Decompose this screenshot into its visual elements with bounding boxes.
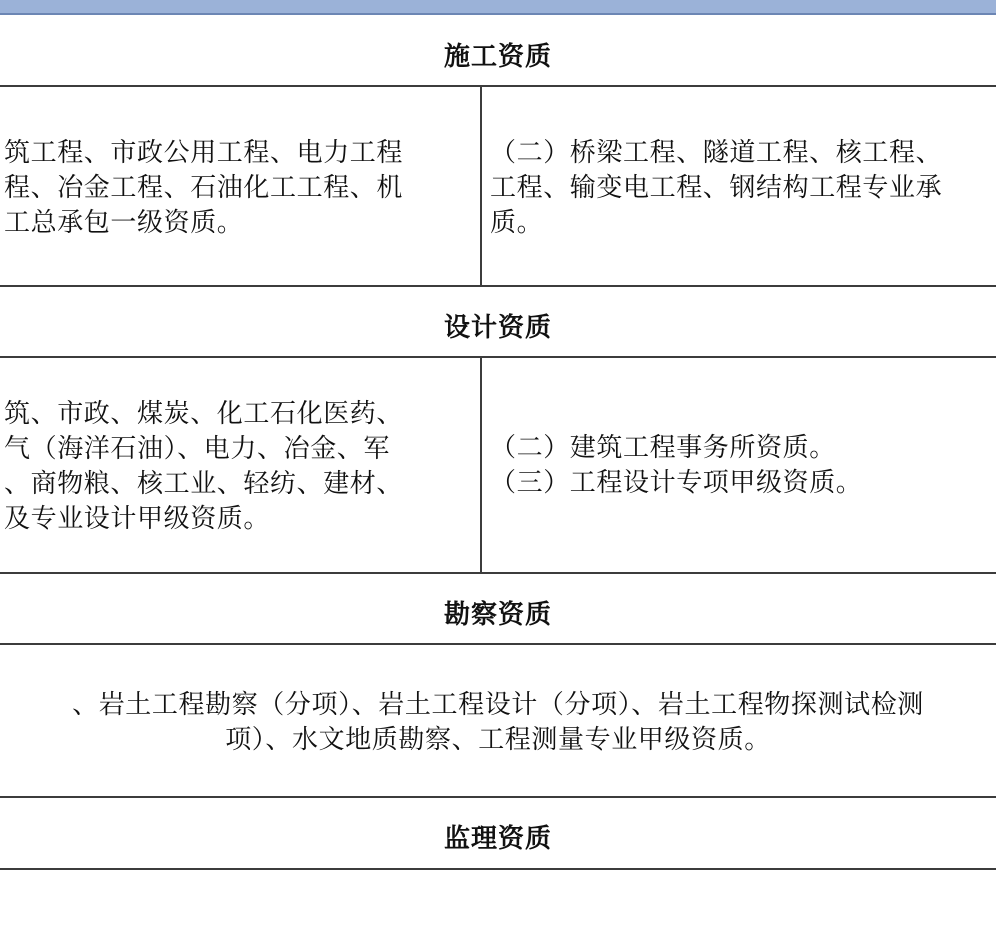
- survey-cell: [0, 688, 996, 758]
- divider: [0, 285, 996, 287]
- cell-line: 气（海洋石油）、电力、冶金、军: [4, 434, 391, 464]
- construction-left-cell: [4, 136, 476, 241]
- cell-line: 工总承包一级资质。: [4, 208, 244, 238]
- divider: [0, 572, 996, 574]
- cell-line: 项）、水文地质勘察、工程测量专业甲级资质。: [225, 725, 771, 755]
- construction-heading: 施工资质: [443, 42, 552, 72]
- column-divider: [480, 358, 482, 572]
- survey-heading: 勘察资质: [443, 600, 552, 630]
- column-divider: [480, 87, 482, 285]
- divider: [0, 356, 996, 358]
- divider: [0, 796, 996, 798]
- cell-line: 工程、输变电工程、钢结构工程专业承: [490, 173, 943, 203]
- design-heading: 设计资质: [443, 313, 552, 343]
- cell-line: 、商物粮、核工业、轻纺、建材、: [4, 469, 404, 499]
- divider: [0, 643, 996, 645]
- cell-line: 、岩土工程勘察（分项）、岩土工程设计（分项）、岩土工程物探测试检测: [72, 690, 924, 720]
- construction-right-cell: [490, 136, 996, 241]
- design-left-cell: [4, 397, 476, 537]
- top-band: [0, 0, 996, 15]
- cell-line: 筑、市政、煤炭、化工石化医药、: [4, 399, 404, 429]
- cell-line: 及专业设计甲级资质。: [4, 504, 271, 534]
- cell-line: （二）建筑工程事务所资质。: [490, 433, 836, 463]
- divider: [0, 85, 996, 87]
- divider: [0, 868, 996, 870]
- cell-line: 质。: [490, 208, 544, 238]
- cell-line: （三）工程设计专项甲级资质。: [490, 468, 863, 498]
- design-right-cell: [490, 431, 996, 501]
- cell-line: （二）桥梁工程、隧道工程、核工程、: [490, 138, 943, 168]
- cell-line: 筑工程、市政公用工程、电力工程: [4, 138, 404, 168]
- supervision-heading: 监理资质: [443, 824, 552, 854]
- cell-line: 程、冶金工程、石油化工工程、机: [4, 173, 404, 203]
